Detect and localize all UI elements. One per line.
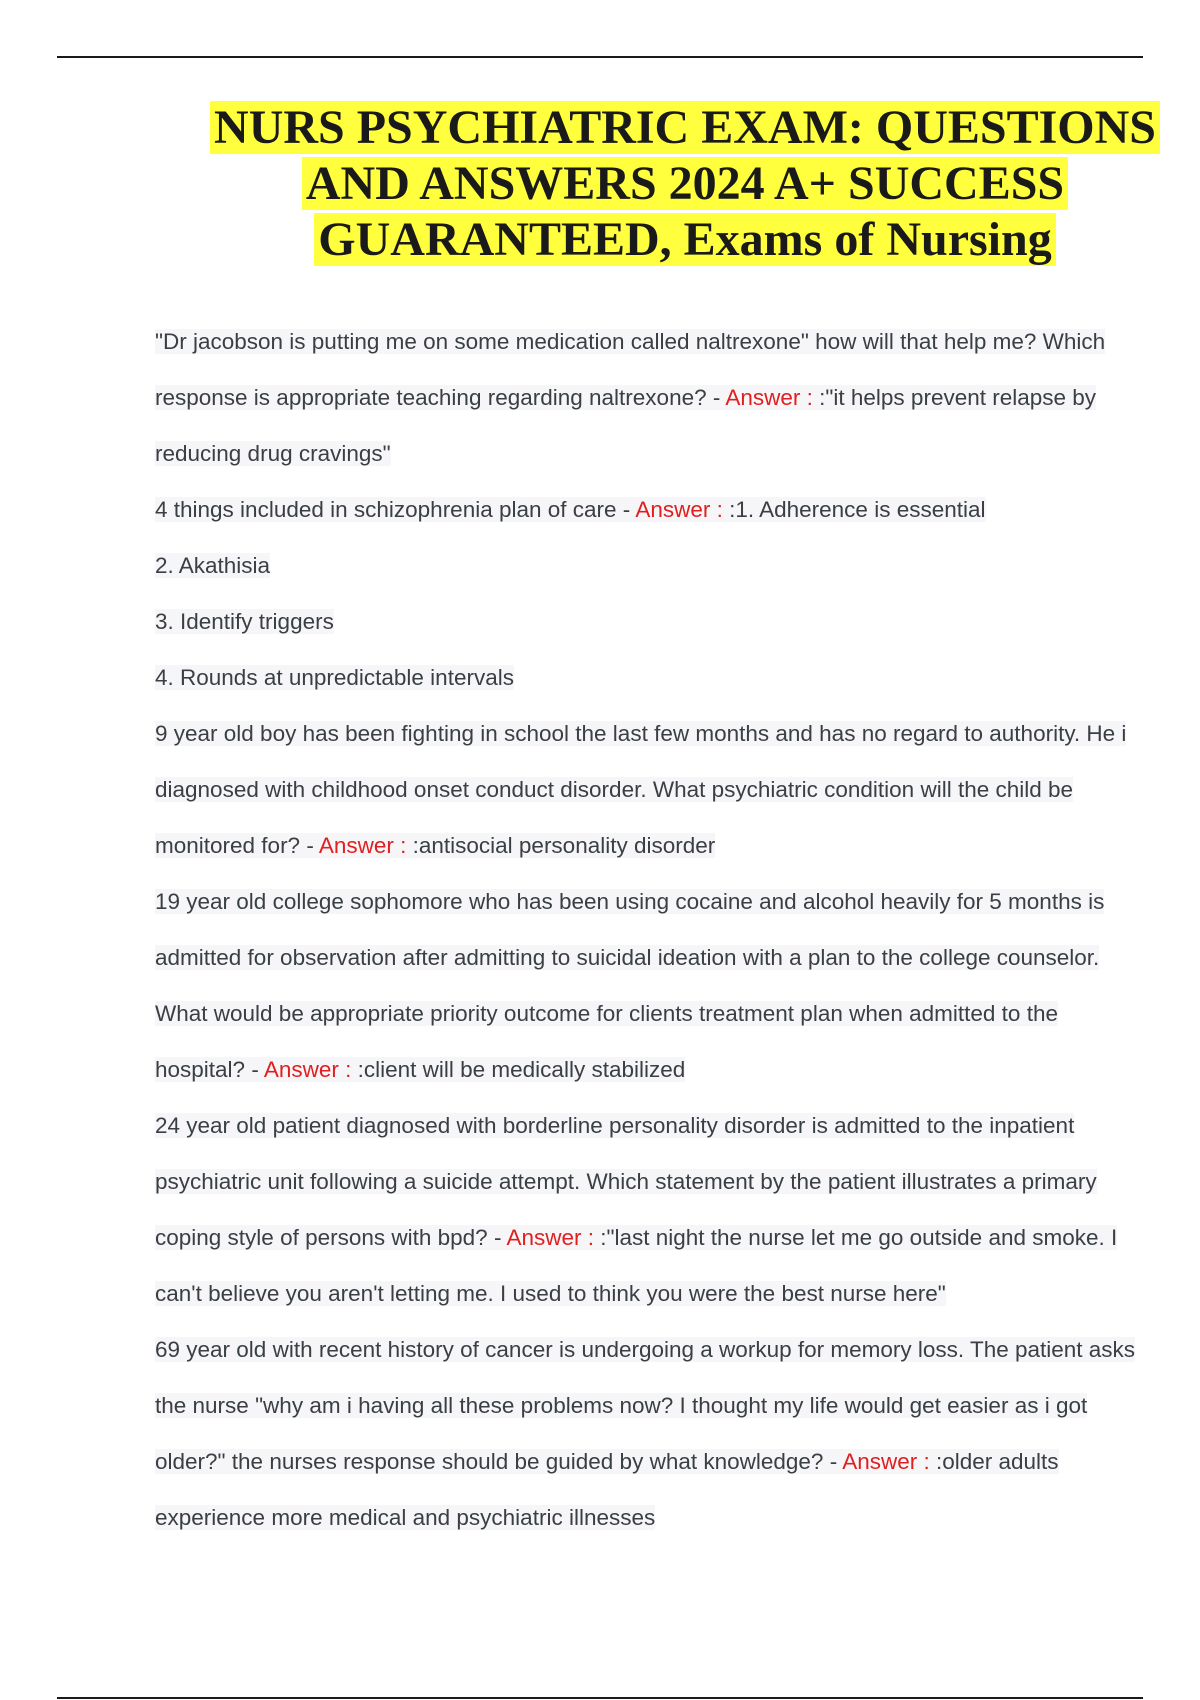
qa-line (155, 1098, 1200, 1154)
qa-item (155, 1098, 1200, 1322)
question-text: 24 year old patient diagnosed with borderline personality disorder is admitted to the inpatient (155, 1113, 1075, 1138)
answer-text: :client will be medically stabilized (357, 1057, 686, 1082)
qa-line (155, 874, 1200, 930)
qa-line (155, 370, 1200, 426)
title-line-3: GUARANTEED, Exams of Nursing (314, 213, 1055, 266)
title-line-1: NURS PSYCHIATRIC EXAM: QUESTIONS (210, 101, 1160, 154)
qa-line (155, 818, 1200, 874)
qa-line (155, 1434, 1200, 1490)
question-text: What would be appropriate priority outcome for clients treatment plan when admitted to the (155, 1001, 1058, 1026)
qa-item (155, 314, 1200, 482)
qa-line (155, 482, 1200, 538)
question-text: 3. Identify triggers (155, 609, 334, 634)
answer-label: Answer : (725, 385, 820, 410)
question-text: 4 things included in schizophrenia plan of care - (155, 497, 636, 522)
question-text: monitored for? - (155, 833, 319, 858)
qa-line (155, 426, 1200, 482)
answer-text: :older adults (935, 1449, 1059, 1474)
qa-item (155, 482, 1200, 706)
title-line-2: AND ANSWERS 2024 A+ SUCCESS (302, 157, 1068, 210)
qa-line (155, 650, 1200, 706)
qa-line (155, 1154, 1200, 1210)
qa-line (155, 1322, 1200, 1378)
question-text: 4. Rounds at unpredictable intervals (155, 665, 514, 690)
question-text: can't believe you aren't letting me. I used to think you were the best nurse here" (155, 1281, 946, 1306)
answer-label: Answer : (842, 1449, 936, 1474)
question-text: 19 year old college sophomore who has been using cocaine and alcohol heavily for 5 months is (155, 889, 1105, 914)
qa-line (155, 986, 1200, 1042)
answer-text: :1. Adherence is essential (729, 497, 986, 522)
qa-line (155, 762, 1200, 818)
qa-line (155, 1490, 1200, 1546)
qa-list (155, 314, 1200, 1546)
question-text: 9 year old boy has been fighting in school the last few months and has no regard to authority. He i (155, 721, 1127, 746)
question-text: reducing drug cravings" (155, 441, 391, 466)
qa-line (155, 1378, 1200, 1434)
answer-label: Answer : (263, 1057, 358, 1082)
top-rule (57, 56, 1143, 58)
qa-item (155, 874, 1200, 1098)
bottom-rule (57, 1697, 1143, 1699)
answer-label: Answer : (506, 1225, 601, 1250)
question-text: diagnosed with childhood onset conduct disorder. What psychiatric condition will the child be (155, 777, 1074, 802)
qa-item (155, 706, 1200, 874)
answer-label: Answer : (635, 497, 730, 522)
question-text: older?" the nurses response should be guided by what knowledge? - (155, 1449, 843, 1474)
question-text: coping style of persons with bpd? - (155, 1225, 507, 1250)
question-text: 69 year old with recent history of cancer is undergoing a workup for memory loss. The patient asks (155, 1337, 1136, 1362)
qa-line (155, 594, 1200, 650)
question-text: admitted for observation after admitting to suicidal ideation with a plan to the college counselor. (155, 945, 1100, 970)
answer-text: :"it helps prevent relapse by (819, 385, 1097, 410)
qa-line (155, 1266, 1200, 1322)
answer-text: :antisocial personality disorder (412, 833, 716, 858)
question-text: response is appropriate teaching regarding naltrexone? - (155, 385, 726, 410)
question-text: experience more medical and psychiatric illnesses (155, 1505, 656, 1530)
answer-label: Answer : (318, 833, 413, 858)
qa-line (155, 706, 1200, 762)
qa-line (155, 1042, 1200, 1098)
answer-text: :"last night the nurse let me go outside and smoke. I (600, 1225, 1118, 1250)
question-text: hospital? - (155, 1057, 264, 1082)
qa-line (155, 538, 1200, 594)
question-text: the nurse "why am i having all these problems now? I thought my life would get easier as i got (155, 1393, 1088, 1418)
question-text: "Dr jacobson is putting me on some medication called naltrexone" how will that help me? Which (155, 329, 1106, 354)
question-text: psychiatric unit following a suicide attempt. Which statement by the patient illustrates a primary (155, 1169, 1097, 1194)
qa-line (155, 930, 1200, 986)
qa-line (155, 1210, 1200, 1266)
qa-item (155, 1322, 1200, 1546)
qa-line (155, 314, 1200, 370)
document-title (150, 100, 1200, 268)
question-text: 2. Akathisia (155, 553, 271, 578)
